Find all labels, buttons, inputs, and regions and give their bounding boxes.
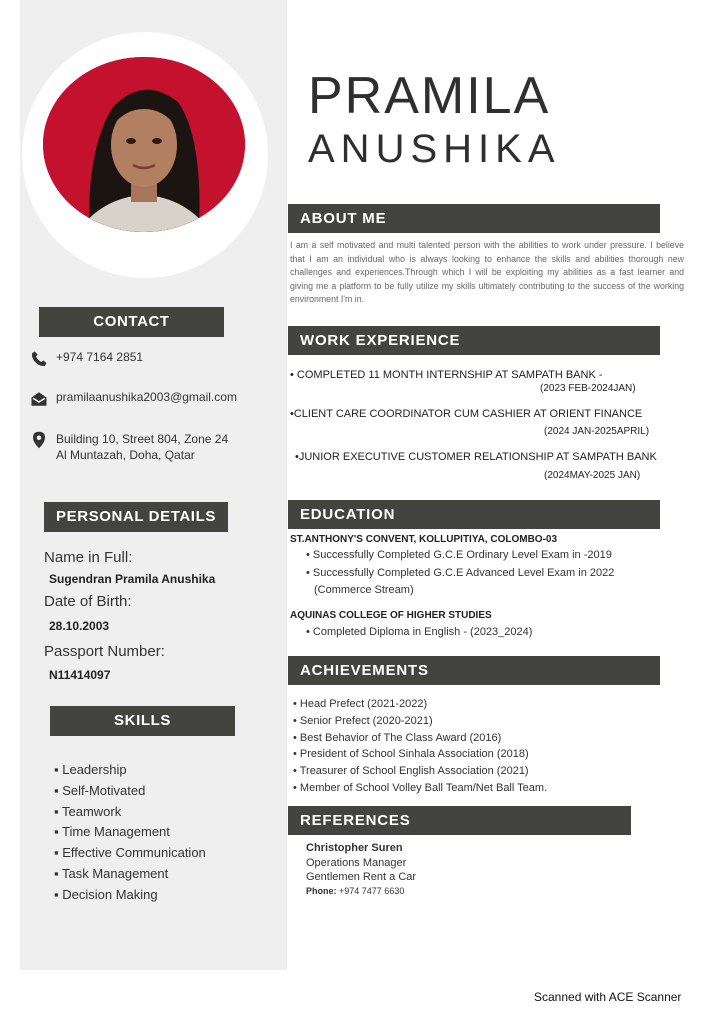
school-name: AQUINAS COLLEGE OF HIGHER STUDIES [290, 610, 492, 621]
education-heading: EDUCATION [288, 500, 660, 529]
contact-address [30, 431, 228, 463]
skill-item: ▪ Self-Motivated [54, 781, 206, 802]
contact-email [30, 390, 237, 408]
dob-label: Date of Birth: [44, 593, 132, 610]
address-line-2: Al Muntazah, Doha, Qatar [56, 448, 195, 462]
school-name: ST.ANTHONY'S CONVENT, KOLLUPITIYA, COLOMBO-03 [290, 534, 558, 545]
work-item-title: •CLIENT CARE COORDINATOR CUM CASHIER AT ORIENT FINANCE [290, 408, 643, 420]
education-line: • Successfully Completed G.C.E Advanced Level Exam in 2022 [306, 567, 615, 579]
envelope-icon [30, 390, 48, 408]
address-line-1: Building 10, Street 804, Zone 24 [56, 432, 229, 446]
reference-name: Christopher Suren [306, 842, 403, 854]
work-item-title: •JUNIOR EXECUTIVE CUSTOMER RELATIONSHIP AT SAMPATH BANK [295, 451, 657, 463]
skill-item: ▪ Time Management [54, 822, 206, 843]
skill-item: ▪ Leadership [54, 760, 206, 781]
skill-item: ▪ Task Management [54, 864, 206, 885]
last-name: ANUSHIKA [308, 127, 561, 171]
contact-phone [30, 350, 143, 368]
reference-phone-label: Phone: [306, 886, 337, 896]
work-item-title: • COMPLETED 11 MONTH INTERNSHIP AT SAMPATH BANK - [290, 369, 603, 381]
achievements-heading: ACHIEVEMENTS [288, 656, 660, 685]
phone-icon [30, 350, 48, 368]
scanner-watermark: Scanned with ACE Scanner [534, 990, 682, 1004]
reference-phone-value: +974 7477 6630 [339, 886, 405, 896]
passport-label: Passport Number: [44, 643, 165, 660]
education-line: (Commerce Stream) [314, 584, 414, 596]
full-name-value: Sugendran Pramila Anushika [49, 572, 216, 586]
achievement-item: • Senior Prefect (2020-2021) [293, 713, 547, 730]
full-name-label: Name in Full: [44, 549, 133, 566]
skills-list [54, 760, 206, 906]
skill-item: ▪ Decision Making [54, 885, 206, 906]
skill-item: ▪ Teamwork [54, 802, 206, 823]
work-item-date: (2023 FEB-2024JAN) [540, 383, 636, 394]
achievement-item: • President of School Sinhala Association (2018) [293, 746, 547, 763]
passport-value: N11414097 [49, 668, 111, 682]
about-text: I am a self motivated and multi talented person with the abilities to work under pressure. I believe that I am an individual who is always looking to enhance the skills and abilities thorough new challenges and experiences.Through which I will be exploiting my abilities as a fast learner and giving me a platform to be fully utilize my skills ultimately contributing to the success of the working environment I'm in. [290, 240, 684, 304]
profile-photo [43, 57, 245, 232]
reference-phone [306, 886, 404, 896]
first-name: PRAMILA [308, 67, 551, 125]
skills-heading: SKILLS [50, 706, 235, 736]
achievement-item: • Member of School Volley Ball Team/Net Ball Team. [293, 780, 547, 797]
achievement-item: • Head Prefect (2021-2022) [293, 696, 547, 713]
achievement-item: • Best Behavior of The Class Award (2016) [293, 730, 547, 747]
contact-heading: CONTACT [39, 307, 224, 337]
reference-company: Gentlemen Rent a Car [306, 871, 417, 883]
phone-text: +974 7164 2851 [56, 350, 144, 364]
achievements-list [293, 696, 547, 797]
skill-item: ▪ Effective Communication [54, 843, 206, 864]
personal-details-heading: PERSONAL DETAILS [44, 502, 228, 532]
references-heading: REFERENCES [288, 806, 631, 835]
achievement-item: • Treasurer of School English Association (2021) [293, 763, 547, 780]
dob-value: 28.10.2003 [49, 619, 110, 633]
work-experience-heading: WORK EXPERIENCE [288, 326, 660, 355]
reference-role: Operations Manager [306, 857, 407, 869]
email-text: pramilaanushika2003@gmail.com [56, 390, 237, 404]
about-heading: ABOUT ME [288, 204, 660, 233]
work-item-date: (2024 JAN-2025APRIL) [544, 426, 650, 437]
work-item-date: (2024MAY-2025 JAN) [544, 470, 641, 481]
education-line: • Successfully Completed G.C.E Ordinary Level Exam in -2019 [306, 549, 612, 561]
location-pin-icon [30, 431, 48, 449]
education-line: • Completed Diploma in English - (2023_2024) [306, 626, 533, 638]
